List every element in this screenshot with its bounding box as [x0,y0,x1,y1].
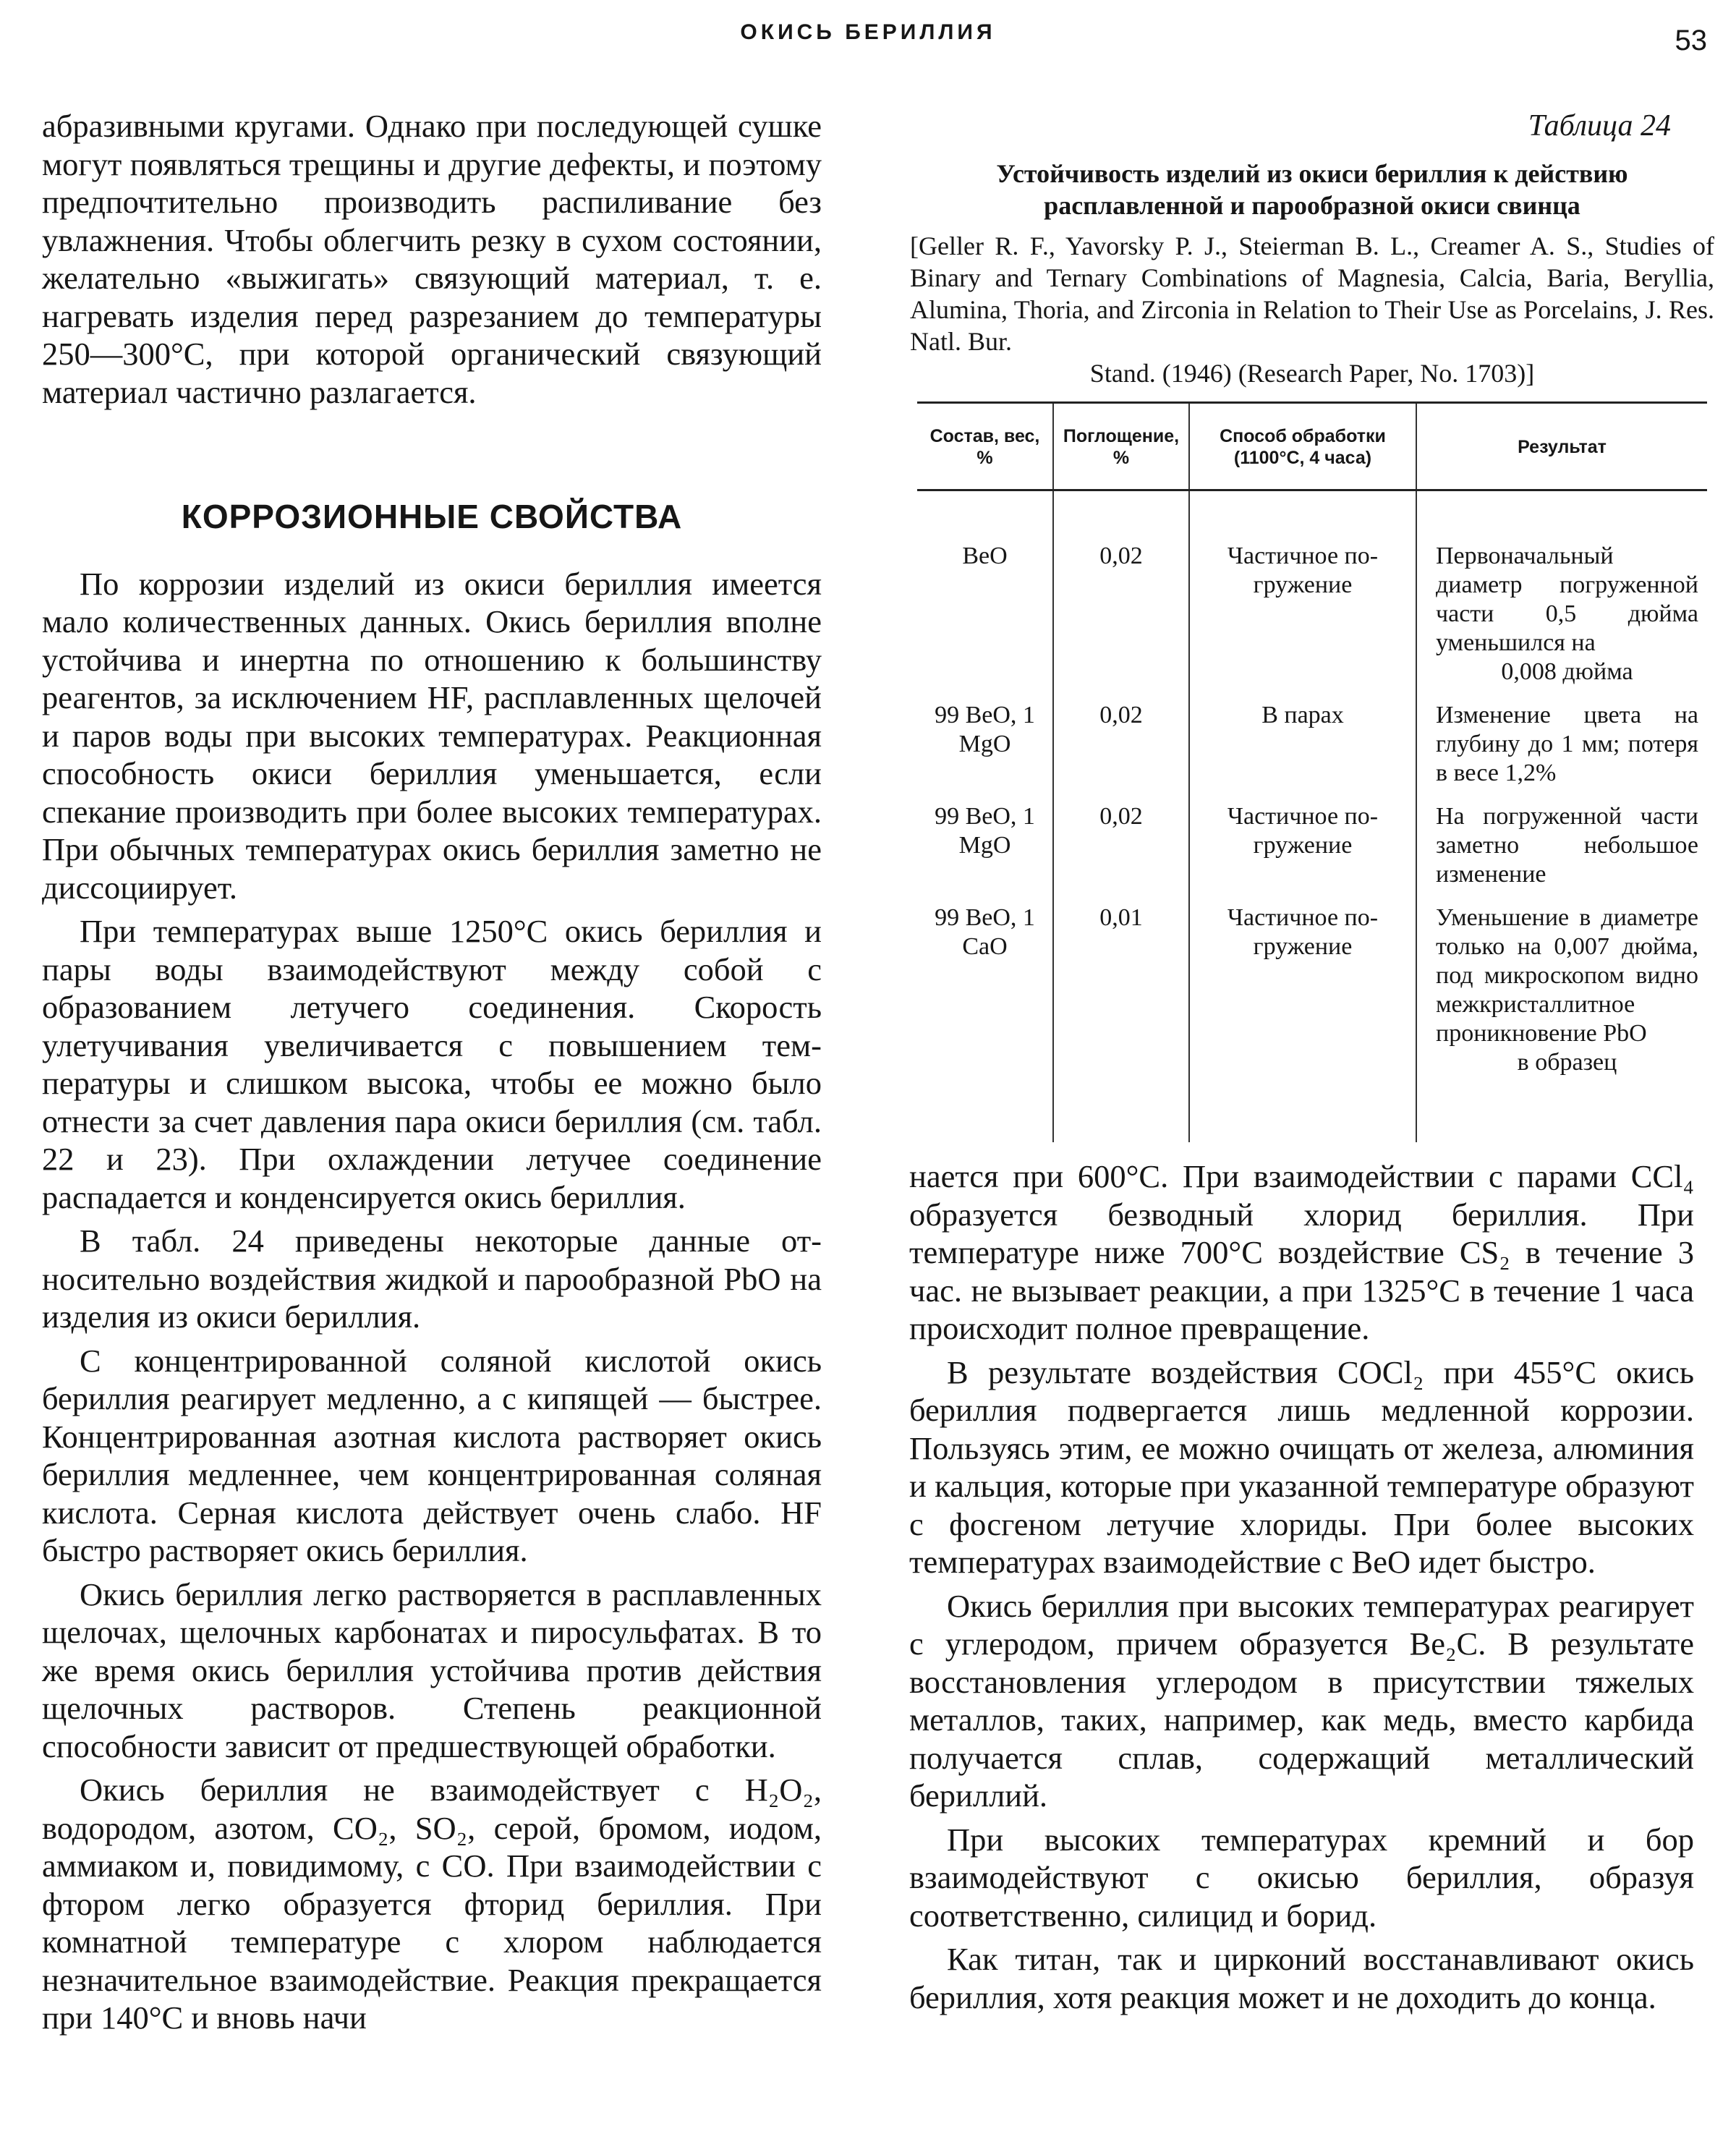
data-table [917,401,1707,1142]
right-column [909,1157,1694,2016]
running-header: ОКИСЬ БЕРИЛЛИЯ [740,20,996,44]
cell-treatment: Частичное погружение [1189,904,1416,1092]
cell-absorption: 0,01 [1053,904,1189,1092]
table-source-text: [Geller R. F., Yavorsky P. J., Steierman B. L., Creamer A. S., Studies of Binary and Ternary Combinations of Magnesia, Calcia, Baria, Beryllia, Alumina, Thoria, and Zirconia in Relation to Their Use as Porcelains, J. Res. Natl. Bur. [910,231,1714,356]
paragraph: Окись бериллия легко растворяется в расплавленных щелочах, щелочных карбонатах и пиросульфатах. В то же время окись бериллия устойчива против действия щелочных растворов. Степень реакционной способности зависит от предшествующей обработки. [42,1576,822,1764]
table-row [917,701,1707,802]
spacer-cell [917,1092,1053,1142]
header-composition: Состав, вес, % [917,403,1053,490]
spacer-cell [1189,1092,1416,1142]
table-source-last-line: Stand. (1946) (Research Paper, No. 1703)] [1089,359,1535,388]
cell-composition: 99 BeO, 1 MgO [935,702,1035,757]
cell-result-tail: в образец [1517,1049,1617,1076]
paragraph: При температурах выше 1250°С окись бериллия и пары воды взаимодействуют между собой с образованием летучего соединения. Скорость улетучивания увеличивается с повышением температуры и слишком высока, чтобы ее можно было отнести за счет давления пара окиси бериллия (см. табл. 22 и 23). При охлаждении летучее соединение распадается и конденсируется окись бериллия. [42,913,822,1215]
table-header-row [917,403,1707,490]
section-heading: КОРРОЗИОННЫЕ СВОЙСТВА [181,498,683,535]
header-treatment: Способ обработки (1100°С, 4 часа) [1189,403,1416,490]
cell-absorption: 0,02 [1053,701,1189,802]
table-row [917,490,1707,702]
cell-composition: 99 BeO, 1 CaO [935,904,1035,960]
cell-absorption: 0,02 [1053,802,1189,904]
cell-result: Изменение цвета на глубину до 1 мм; потеря в весе 1,2% [1416,701,1707,802]
cell-composition: 99 BeO, 1 MgO [935,803,1035,859]
header-result: Результат [1416,403,1707,490]
cell-result: На погруженной части заметно небольшое изменение [1416,802,1707,904]
cell-treatment: В парах [1189,701,1416,802]
cell-treatment: Частичное погружение [1189,490,1416,702]
paragraph: В табл. 24 приведены некоторые данные относительно воздействия жидкой и парообразной PbO на изделия из окиси бериллия. [42,1223,822,1335]
paragraph: Окись бериллия не взаимодействует с H₂O₂, водородом, азотом, CO₂, SO₂, серой, бромом, иодом, аммиаком и, повидимому, с CO. При взаимодействии с фтором легко образуется фторид бериллия. При комнатной температуре с хлором наблюдается незначительное взаимодействие. Реакция прекращается при 140°С и вновь начи [42,1772,822,2036]
paragraph: По коррозии изделий из окиси бериллия имеется мало количественных данных. Окись бериллия вполне устойчива и инертна по отношению к большинству реагентов, за исключением HF, расплавленных щелочей и паров воды при высоких температурах. Реакционная способность окиси бериллия уменьшается, если спекание производить при более высоких температурах. При обычных температурах окись бериллия заметно не диссоциирует. [42,565,822,906]
table-caption: Устойчивость изделий из окиси бериллия к действию расплавленной и парообразной окиси свинца [996,159,1628,220]
paragraph: В результате воздействия COCl₂ при 455°С окись бериллия подвергается лишь медленной коррозии. Пользуясь этим, ее можно очищать от железа, алюминия и кальция, которые при указанной температуре образуют с фосгеном летучие хлориды. При более высоких температурах взаимодействие с BeO идет быстро. [909,1353,1694,1580]
cell-absorption: 0,02 [1053,490,1189,702]
cell-result [1416,904,1707,1092]
cell-composition: BeO [962,543,1008,569]
table-row [917,904,1707,1092]
cell-result [1416,490,1707,702]
paragraph: При высоких температурах кремний и бор взаимодействуют с окисью бериллия, образуя соответственно, силицид и борид. [909,1821,1694,1934]
spacer-cell [1053,1092,1189,1142]
paragraph: Как титан, так и цирконий восстанавливают окись бериллия, хотя реакция может и не доходить до конца. [909,1941,1694,2015]
left-column [42,107,822,2037]
cell-result-text: Первоначальный диаметр погруженной части 0,5 дюйма уменьшился на [1436,543,1698,656]
page-number: 53 [1675,25,1707,56]
paragraph: нается при 600°С. При взаимодействии с парами CCl₄ образуется безводный хлорид бериллия. При температуре ниже 700°С воздействие CS₂ в течение 3 час. не вызывает реакции, а при 1325°С в течение 1 часа происходит полное превращение. [909,1158,1694,1346]
intro-paragraph: абразивными кругами. Однако при последующей сушке могут появляться трещины и другие дефекты, и поэтому предпочтительно производить распиливание без увлажнения. Чтобы облегчить резку в сухом состоянии, желательно «выжигать» связующий материал, т. е. нагревать изделия перед разрезанием до температуры 250—300°С, при которой органический связующий материал частично разлагается. [42,108,822,410]
spacer-cell [1416,1092,1707,1142]
paragraph: С концентрированной соляной кислотой окись бериллия реагирует медленно, а с кипящей — быстрее. Концентрированная азотная кислота растворяет окись бериллия медленнее, чем концентрированная соляная кислота. Серная кислота действует очень слабо. HF быстро растворяет окись бериллия. [42,1342,822,1568]
table-spacer-row [917,1092,1707,1142]
cell-result-text: Уменьшение в диаметре только на 0,007 дюйма, под микроскопом видно межкристаллитное проникновение PbO [1436,904,1698,1047]
table-row [917,802,1707,904]
table-label: Таблица 24 [1528,109,1671,143]
header-absorption: Поглощение, % [1053,403,1189,490]
paragraph: Окись бериллия при высоких температурах реагирует с углеродом, причем образуется Be₂C. В результате восстановления углеродом в присутствии тяжелых металлов, таких, например, как медь, вместо карбида получается сплав, содержащий металлический бериллий. [909,1587,1694,1814]
cell-treatment: Частичное погружение [1189,802,1416,904]
table-source [910,230,1714,389]
cell-result-tail: 0,008 дюйма [1501,658,1633,685]
